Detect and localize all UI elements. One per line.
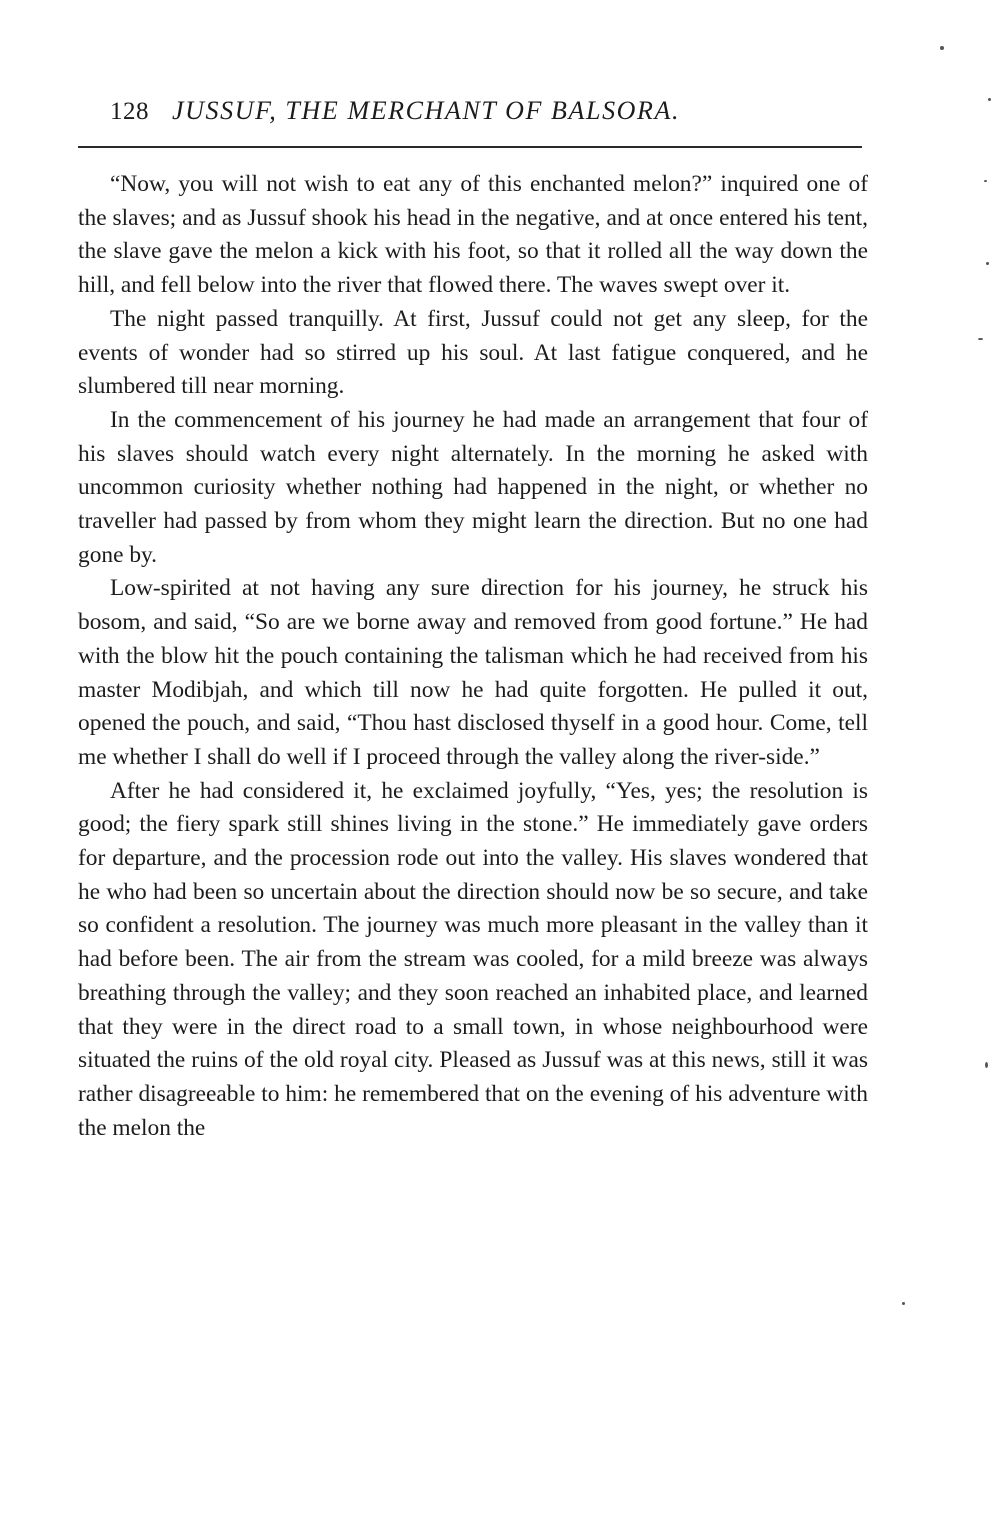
paragraph-1: “Now, you will not wish to eat any of this enchanted melon?” inquired one of the slaves; and as Jussuf shook his head in the negative, and at once entered his tent, the slave gave the melon a kick with his foot, so that it rolled all the way down the hill, and fell below into the river that flowed there. The waves swept over it. <box>78 171 868 299</box>
paragraph-5: After he had considered it, he exclaimed joyfully, “Yes, yes; the resolution is good; the fiery spark still shines living in the stone.” He immediately gave orders for departure, and the procession rode out into the valley. His slaves wondered that he who had been so uncertain about the direction should now be so secure, and take so confident a resolution. The journey was much more pleasant in the valley than it had before been. The air from the stream was cooled, for a mild breeze was always breathing through the valley; and they soon reached an inhabited place, and learned that they were in the direct road to a small town, in whose neighbourhood were situated the ruins of the old royal city. Pleased as Jussuf was at this news, still it was rather disagreeable to him: he remembered that on the evening of his adventure with the melon the <box>78 777 868 1141</box>
scan-speck <box>940 46 944 50</box>
scan-speck <box>984 180 987 182</box>
scan-speck <box>988 98 991 101</box>
running-head <box>110 96 870 140</box>
paragraph-3: In the commencement of his journey he had made an arrangement that four of his slaves should watch every night alternately. In the morning he asked with uncommon curiosity whether nothing had happened in the night, or whether no traveller had passed by from whom they might learn the direction. But no one had gone by. <box>78 406 868 568</box>
scan-speck <box>986 262 989 265</box>
header-rule <box>78 146 862 148</box>
paragraph-2: The night passed tranquilly. At first, Jussuf could not get any sleep, for the events of wonder had so stirred up his soul. At last fatigue conquered, and he slumbered till near morning. <box>78 305 868 400</box>
paragraph-4: Low-spirited at not having any sure direction for his journey, he struck his bosom, and said, “So are we borne away and removed from good fortune.” He had with the blow hit the pouch containing the talisman which he had received from his master Modibjah, and which till now he had quite forgotten. He pulled it out, opened the pouch, and said, “Thou hast disclosed thyself in a good hour. Come, tell me whether I shall do well if I proceed through the valley along the river-side.” <box>78 575 868 770</box>
scan-speck <box>985 1062 988 1068</box>
running-title: JUSSUF, THE MERCHANT OF BALSORA. <box>172 96 681 125</box>
scan-speck <box>978 338 983 340</box>
page-number: 128 <box>110 98 149 125</box>
body-text <box>78 168 868 1145</box>
scan-speck <box>902 1302 905 1305</box>
